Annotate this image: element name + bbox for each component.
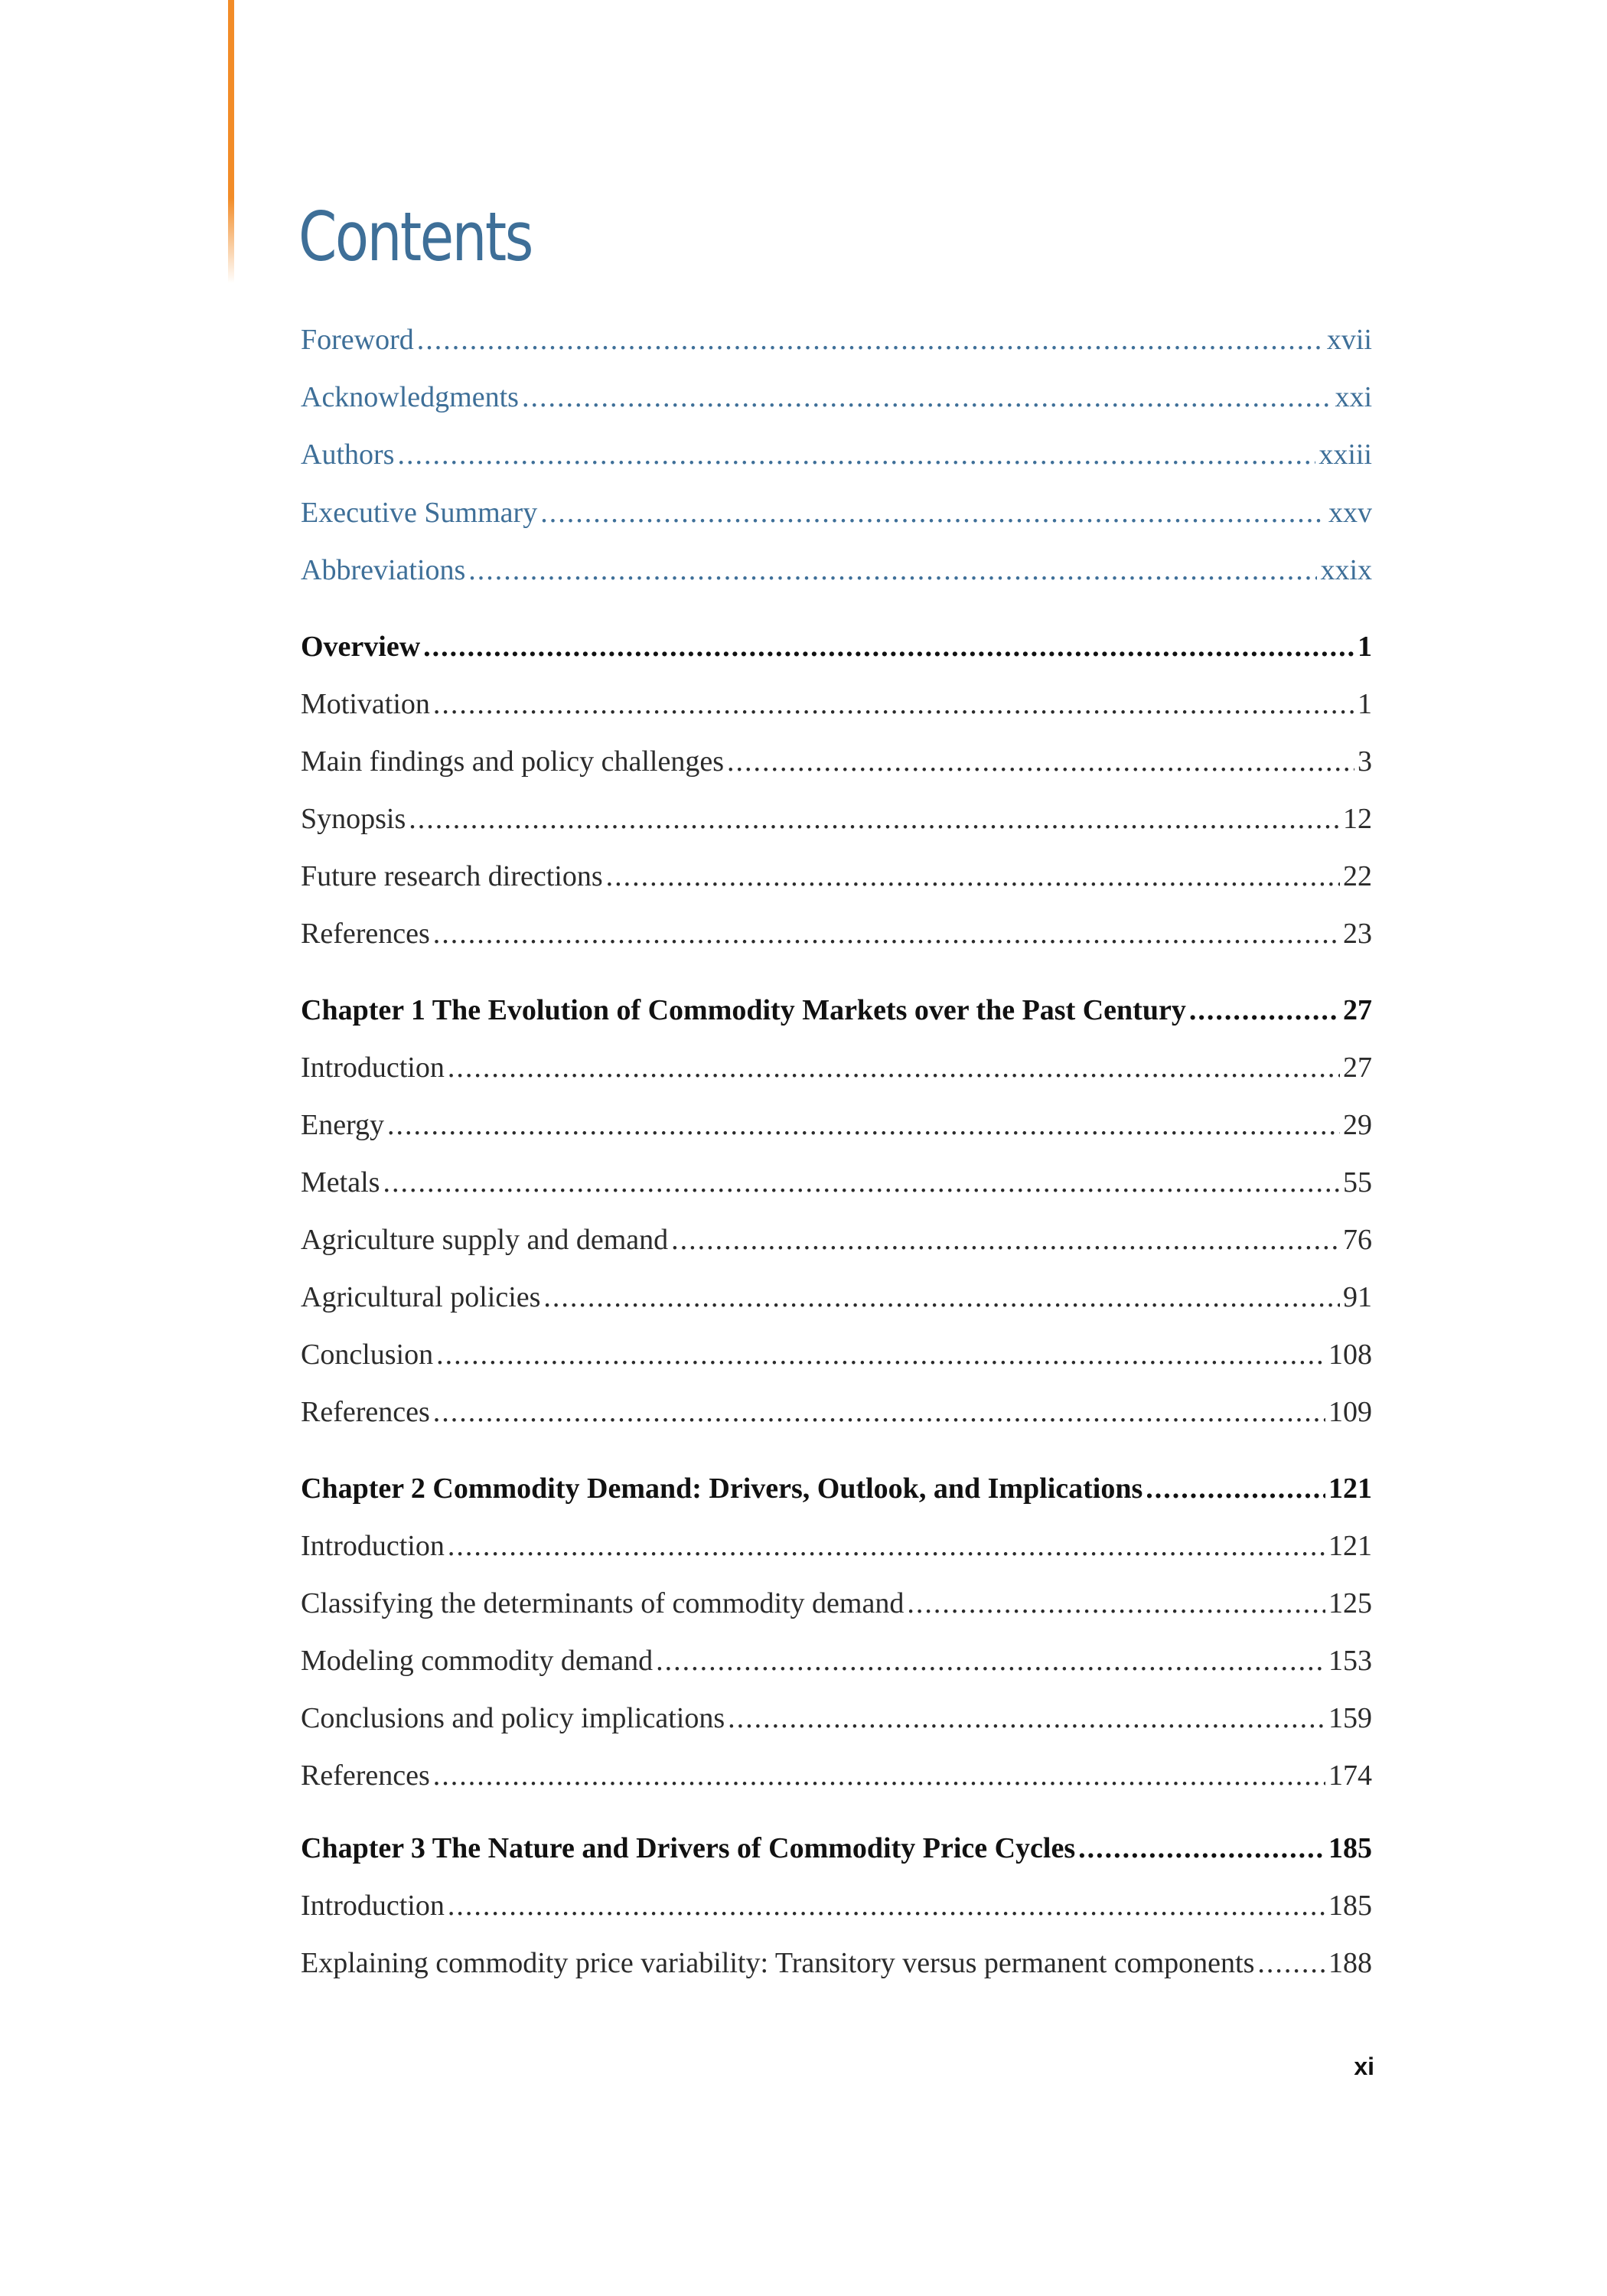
toc-entry-conclusions-policy[interactable] <box>301 1701 1372 1747</box>
dot-leader <box>656 1644 1325 1678</box>
toc-entry-label: Acknowledgments <box>301 381 519 413</box>
toc-entry-label: Chapter 2 Commodity Demand: Drivers, Outlook, and Implications <box>301 1473 1143 1505</box>
dot-leader <box>1078 1831 1325 1865</box>
page-number: xi <box>1354 2053 1374 2080</box>
toc-entry-page: 76 <box>1343 1224 1372 1256</box>
toc-entry-label: References <box>301 918 430 950</box>
toc-entry-page: 108 <box>1328 1339 1372 1371</box>
page-title: Contents <box>298 197 532 276</box>
dot-leader <box>1146 1472 1325 1505</box>
toc-entry-label: Motivation <box>301 688 430 720</box>
toc-entry-abbreviations[interactable] <box>301 553 1372 599</box>
dot-leader <box>417 323 1324 357</box>
toc-entry-page: 23 <box>1343 918 1372 950</box>
accent-bar <box>228 0 234 283</box>
toc-entry-label: References <box>301 1760 430 1792</box>
toc-entry-chapter-1[interactable] <box>301 993 1372 1039</box>
toc-entry-label: Conclusion <box>301 1339 434 1371</box>
toc-entry-label: Synopsis <box>301 803 406 835</box>
toc-entry-label: Abbreviations <box>301 554 466 586</box>
dot-leader <box>907 1587 1325 1620</box>
toc-entry-label: Agriculture supply and demand <box>301 1224 669 1256</box>
dot-leader <box>1257 1946 1325 1980</box>
dot-leader <box>540 496 1325 530</box>
dot-leader <box>433 1759 1325 1792</box>
toc-entry-references-ch1[interactable] <box>301 1395 1372 1441</box>
toc-entry-page: 12 <box>1343 803 1372 835</box>
toc-entry-main-findings[interactable] <box>301 745 1372 791</box>
toc-entry-page: 1 <box>1358 631 1372 663</box>
toc-entry-page: 121 <box>1328 1530 1372 1562</box>
dot-leader <box>448 1529 1325 1563</box>
toc-entry-label: Future research directions <box>301 860 603 892</box>
toc-entry-page: xvii <box>1326 324 1372 356</box>
toc-entry-page: 185 <box>1328 1890 1372 1922</box>
toc-entry-chapter-3[interactable] <box>301 1831 1372 1877</box>
toc-entry-page: 174 <box>1328 1760 1372 1792</box>
dot-leader <box>543 1280 1340 1314</box>
dot-leader <box>727 745 1354 778</box>
dot-leader <box>448 1051 1340 1084</box>
toc-entry-acknowledgments[interactable] <box>301 380 1372 426</box>
toc-entry-label: Overview <box>301 631 421 663</box>
toc-entry-page: 91 <box>1343 1281 1372 1313</box>
toc-entry-classifying-determinants[interactable] <box>301 1587 1372 1632</box>
toc-entry-ch1-introduction[interactable] <box>301 1051 1372 1097</box>
toc-entry-ch2-introduction[interactable] <box>301 1529 1372 1575</box>
toc-entry-chapter-2[interactable] <box>301 1472 1372 1518</box>
toc-entry-label: Conclusions and policy implications <box>301 1702 725 1734</box>
toc-entry-modeling-demand[interactable] <box>301 1644 1372 1690</box>
toc-entry-metals[interactable] <box>301 1166 1372 1212</box>
toc-entry-motivation[interactable] <box>301 687 1372 733</box>
dot-leader <box>433 687 1354 721</box>
toc-entry-page: 29 <box>1343 1109 1372 1141</box>
toc-entry-synopsis[interactable] <box>301 802 1372 848</box>
toc-entry-page: 188 <box>1328 1947 1372 1979</box>
toc-entry-label: Chapter 1 The Evolution of Commodity Markets over the Past Century <box>301 994 1186 1026</box>
toc-entry-page: 185 <box>1328 1832 1372 1864</box>
toc-entry-energy[interactable] <box>301 1108 1372 1154</box>
dot-leader <box>433 1395 1325 1429</box>
toc-entry-future-research[interactable] <box>301 859 1372 905</box>
toc-entry-page: 121 <box>1328 1473 1372 1505</box>
dot-leader <box>1189 993 1340 1027</box>
toc-entry-label: Introduction <box>301 1530 445 1562</box>
toc-entry-explaining-variability[interactable] <box>301 1946 1372 1992</box>
toc-entry-page: 125 <box>1328 1587 1372 1619</box>
toc-entry-agricultural-policies[interactable] <box>301 1280 1372 1326</box>
toc-entry-page: xxi <box>1335 381 1372 413</box>
dot-leader <box>671 1223 1340 1257</box>
toc-entry-page: 153 <box>1328 1645 1372 1677</box>
toc-entry-page: 27 <box>1343 994 1372 1026</box>
toc-entry-references-overview[interactable] <box>301 917 1372 963</box>
toc-entry-page: 3 <box>1358 745 1372 778</box>
dot-leader <box>436 1338 1325 1371</box>
toc-entry-ch3-introduction[interactable] <box>301 1889 1372 1935</box>
dot-leader <box>522 380 1332 414</box>
toc-entry-agriculture-supply-demand[interactable] <box>301 1223 1372 1269</box>
toc-entry-label: Executive Summary <box>301 497 538 529</box>
toc-entry-label: Introduction <box>301 1052 445 1084</box>
toc-entry-overview[interactable] <box>301 630 1372 676</box>
toc-entry-label: Main findings and policy challenges <box>301 745 724 778</box>
toc-entry-label: Energy <box>301 1109 385 1141</box>
dot-leader <box>728 1701 1325 1735</box>
toc-entry-label: Introduction <box>301 1890 445 1922</box>
toc-entry-page: xxv <box>1328 497 1372 529</box>
dot-leader <box>606 859 1340 893</box>
toc-entry-label: Explaining commodity price variability: Transitory versus permanent components <box>301 1947 1255 1979</box>
toc-entry-page: 55 <box>1343 1166 1372 1199</box>
toc-entry-label: Modeling commodity demand <box>301 1645 654 1677</box>
dot-leader <box>409 802 1340 836</box>
toc-entry-foreword[interactable] <box>301 323 1372 369</box>
toc-entry-label: References <box>301 1396 430 1428</box>
toc-entry-page: 109 <box>1328 1396 1372 1428</box>
toc-entry-label: Foreword <box>301 324 414 356</box>
dot-leader <box>433 917 1340 951</box>
toc-entry-authors[interactable] <box>301 438 1372 484</box>
dot-leader <box>423 630 1354 664</box>
toc-entry-label: Authors <box>301 439 395 471</box>
dot-leader <box>383 1166 1340 1199</box>
toc-entry-page: 159 <box>1328 1702 1372 1734</box>
toc-entry-page: xxix <box>1320 554 1372 586</box>
toc-entry-executive-summary[interactable] <box>301 496 1372 542</box>
toc-entry-page: 27 <box>1343 1052 1372 1084</box>
toc-entry-label: Classifying the determinants of commodity demand <box>301 1587 905 1619</box>
dot-leader <box>387 1108 1340 1142</box>
dot-leader <box>448 1889 1325 1923</box>
toc-entry-page: xxiii <box>1319 439 1372 471</box>
toc-entry-page: 22 <box>1343 860 1372 892</box>
dot-leader <box>468 553 1317 587</box>
toc-entry-label: Chapter 3 The Nature and Drivers of Commodity Price Cycles <box>301 1832 1076 1864</box>
toc-entry-page: 1 <box>1358 688 1372 720</box>
toc-entry-label: Metals <box>301 1166 380 1199</box>
toc-entry-references-ch2[interactable] <box>301 1759 1372 1805</box>
toc-entry-label: Agricultural policies <box>301 1281 541 1313</box>
toc-entry-conclusion[interactable] <box>301 1338 1372 1384</box>
dot-leader <box>397 438 1315 471</box>
